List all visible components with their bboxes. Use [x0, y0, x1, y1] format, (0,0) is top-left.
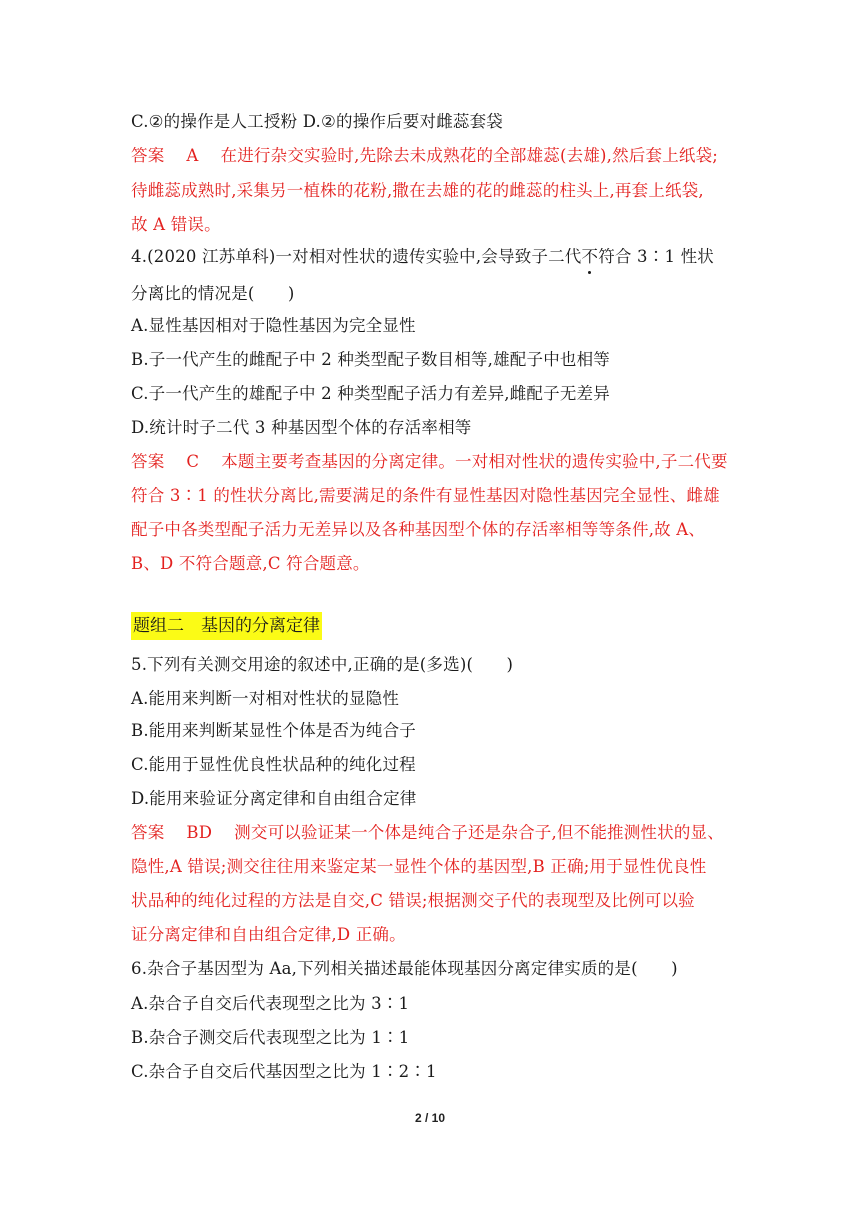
- q5-option-d: D.能用来验证分离定律和自由组合定律: [131, 789, 417, 808]
- q5-stem: 5.下列有关测交用途的叙述中,正确的是(多选)( ): [131, 655, 514, 674]
- answer-text: 测交可以验证某一个体是纯合子还是杂合子,但不能推测性状的显、: [234, 823, 724, 842]
- q5-answer-line-2: 隐性,A 错误;测交往往用来鉴定某一显性个体的基因型,B 正确;用于显性优良性: [131, 857, 707, 876]
- q6-option-c: C.杂合子自交后代基因型之比为 1∶2∶1: [131, 1062, 437, 1081]
- q4-option-d: D.统计时子二代 3 种基因型个体的存活率相等: [131, 418, 472, 437]
- q3-answer-line-2: 待雌蕊成熟时,采集另一植株的花粉,撒在去雄的花的雌蕊的柱头上,再套上纸袋,: [131, 181, 704, 200]
- q6-stem: 6.杂合子基因型为 Aa,下列相关描述最能体现基因分离定律实质的是( ): [131, 959, 678, 978]
- answer-label: 答案: [131, 823, 165, 842]
- q5-answer-line-4: 证分离定律和自由组合定律,D 正确。: [131, 925, 406, 944]
- q4-option-c: C.子一代产生的雄配子中 2 种类型配子活力有差异,雌配子无差异: [131, 384, 610, 403]
- q4-stem-line-2: 分离比的情况是( ): [131, 284, 295, 303]
- q3-answer-line-1: [131, 145, 718, 167]
- answer-text: 本题主要考查基因的分离定律。一对相对性状的遗传实验中,子二代要: [221, 452, 728, 471]
- q5-option-c: C.能用于显性优良性状品种的纯化过程: [131, 755, 416, 774]
- q4-option-b: B.子一代产生的雌配子中 2 种类型配子数目相等,雄配子中也相等: [131, 350, 611, 369]
- q4-answer-line-3: 配子中各类型配子活力无差异以及各种基因型个体的存活率相等等条件,故 A、: [131, 520, 706, 539]
- q6-option-a: A.杂合子自交后代表现型之比为 3∶1: [131, 994, 410, 1013]
- q3-options-cd: C.②的操作是人工授粉 D.②的操作后要对雌蕊套袋: [131, 112, 503, 131]
- q4-stem-text-end: 符合 3∶1 性状: [598, 247, 714, 266]
- q5-option-a: A.能用来判断一对相对性状的显隐性: [131, 689, 400, 708]
- answer-text: 在进行杂交实验时,先除去未成熟花的全部雄蕊(去雄),然后套上纸袋;: [220, 146, 719, 165]
- q4-answer-line-2: 符合 3∶1 的性状分离比,需要满足的条件有显性基因对隐性基因完全显性、雌雄: [131, 486, 720, 505]
- section-heading: 题组二 基因的分离定律: [131, 612, 322, 640]
- answer-key: BD: [186, 823, 213, 842]
- answer-key: A: [186, 146, 199, 165]
- q4-answer-line-4: B、D 不符合题意,C 符合题意。: [131, 554, 370, 573]
- answer-label: 答案: [131, 146, 165, 165]
- answer-label: 答案: [131, 452, 165, 471]
- q5-option-b: B.能用来判断某显性个体是否为纯合子: [131, 721, 416, 740]
- answer-key: C: [186, 452, 200, 471]
- emphasis-dot-char: 不: [581, 247, 599, 266]
- q5-answer-line-3: 状品种的纯化过程的方法是自交,C 错误;根据测交子代的表现型及比例可以验: [131, 891, 695, 910]
- q5-answer-line-1: [131, 822, 724, 844]
- q4-stem-line-1: [131, 246, 714, 268]
- q4-answer-line-1: [131, 451, 728, 473]
- page-number: 2 / 10: [414, 1111, 446, 1125]
- q3-answer-line-3: 故 A 错误。: [131, 215, 221, 234]
- q4-stem-text: 4.(2020 江苏单科)一对相对性状的遗传实验中,会导致子二代: [131, 247, 582, 266]
- q4-option-a: A.显性基因相对于隐性基因为完全显性: [131, 316, 416, 335]
- q6-option-b: B.杂合子测交后代表现型之比为 1∶1: [131, 1028, 410, 1047]
